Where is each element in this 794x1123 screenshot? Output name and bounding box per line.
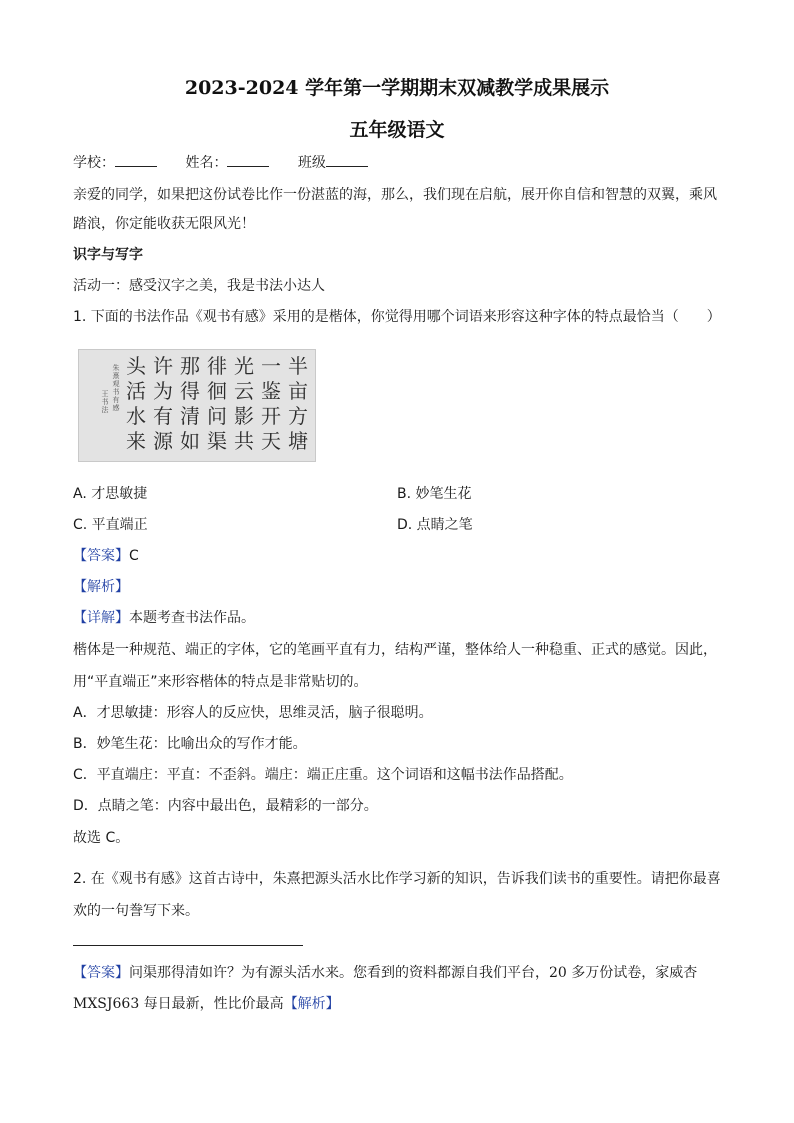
student-info-line — [73, 152, 368, 173]
question-1-stem: 1. 下面的书法作品《观书有感》采用的是楷体，你觉得用哪个词语来形容这种字体的特点最恰当（ ） — [73, 309, 721, 325]
calligraphy-character: 徘 — [207, 354, 227, 378]
explanation-b: B．妙笔生花：比喻出众的写作才能。 — [73, 736, 307, 752]
calligraphy-signature — [101, 390, 109, 414]
option-b: B. 妙笔生花 — [397, 486, 472, 502]
activity-heading: 活动一：感受汉字之美，我是书法小达人 — [73, 278, 325, 294]
analysis-paragraph-1: 楷体是一种规范、端正的字体，它的笔画平直有力，结构严谨，整体给人一种稳重、正式的感觉。因此， — [73, 642, 717, 658]
calligraphy-character: 来 — [126, 429, 146, 453]
calligraphy-character: 天 — [261, 429, 281, 453]
calligraphy-character: 方 — [288, 404, 308, 428]
answer-writing-line[interactable] — [73, 945, 303, 946]
calligraphy-column — [125, 354, 147, 454]
school-field[interactable] — [115, 152, 157, 167]
answer-value: C — [129, 548, 139, 564]
document-title: 2023-2024 学年第一学期期末双减教学成果展示 — [184, 77, 610, 99]
inscription-character: 熹 — [112, 372, 120, 380]
calligraphy-column — [206, 354, 228, 454]
answer-text-continued: MXSJ663 每日最新，性比价最高 — [73, 996, 284, 1012]
analysis-mark: 【解析】 — [283, 996, 340, 1012]
calligraphy-character: 影 — [234, 404, 254, 428]
question-2-stem-2: 欢的一句誊写下来。 — [73, 903, 199, 919]
inscription-character: 王 — [101, 390, 109, 398]
calligraphy-character: 如 — [180, 429, 200, 453]
inscription-character: 书 — [101, 398, 109, 406]
intro-line-1: 亲爱的同学，如果把这份试卷比作一份湛蓝的海，那么，我们现在启航，展开你自信和智慧的双翼，乘风 — [73, 187, 717, 203]
explanation-a: A．才思敏捷：形容人的反应快，思维灵活，脑子很聪明。 — [73, 705, 433, 721]
question-2-answer-2 — [73, 994, 340, 1014]
calligraphy-character: 活 — [126, 379, 146, 403]
answer-line — [73, 546, 139, 566]
inscription-character: 感 — [112, 404, 120, 412]
name-field[interactable] — [227, 152, 269, 167]
calligraphy-character: 光 — [234, 354, 254, 378]
calligraphy-character: 问 — [207, 404, 227, 428]
inscription-character: 有 — [112, 396, 120, 404]
intro-line-2: 踏浪，你定能收获无限风光！ — [73, 216, 255, 232]
document-subtitle: 五年级语文 — [349, 119, 445, 141]
calligraphy-character: 云 — [234, 379, 254, 403]
conclusion: 故选 C。 — [73, 830, 130, 846]
answer-mark: 【答案】 — [73, 965, 129, 981]
calligraphy-column — [179, 354, 201, 454]
answer-text: 问渠那得清如许？为有源头活水来。您看到的资料都源自我们平台，20 多万份试卷，家威杏 — [129, 965, 698, 981]
calligraphy-character: 源 — [153, 429, 173, 453]
detail-text: 本题考查书法作品。 — [129, 610, 255, 626]
calligraphy-character: 水 — [126, 404, 146, 428]
calligraphy-character: 鉴 — [261, 379, 281, 403]
calligraphy-column — [233, 354, 255, 454]
explanation-c: C．平直端庄：平直：不歪斜。端庄：端正庄重。这个词语和这幅书法作品搭配。 — [73, 767, 573, 783]
calligraphy-character: 清 — [180, 404, 200, 428]
calligraphy-character: 塘 — [288, 429, 308, 453]
calligraphy-character: 为 — [153, 379, 173, 403]
analysis-paragraph-2: 用“平直端正”来形容楷体的特点是非常贴切的。 — [73, 674, 368, 690]
calligraphy-character: 得 — [180, 379, 200, 403]
calligraphy-character: 渠 — [207, 429, 227, 453]
inscription-character: 朱 — [112, 364, 120, 372]
inscription-character: 观 — [112, 380, 120, 388]
analysis-mark: 【解析】 — [73, 579, 129, 595]
calligraphy-character: 头 — [126, 354, 146, 378]
calligraphy-column — [152, 354, 174, 454]
answer-mark: 【答案】 — [73, 548, 129, 564]
calligraphy-character: 徊 — [207, 379, 227, 403]
explanation-d: D．点睛之笔：内容中最出色，最精彩的一部分。 — [73, 798, 378, 814]
calligraphy-image — [78, 349, 316, 462]
option-a: A. 才思敏捷 — [73, 486, 148, 502]
name-label: 姓名： — [185, 155, 228, 171]
calligraphy-character: 有 — [153, 404, 173, 428]
inscription-character: 法 — [101, 406, 109, 414]
detail-line — [73, 608, 255, 628]
calligraphy-character: 半 — [288, 354, 308, 378]
class-field[interactable] — [326, 152, 368, 167]
calligraphy-column — [287, 354, 309, 454]
option-c: C. 平直端正 — [73, 517, 148, 533]
inscription-character: 书 — [112, 388, 120, 396]
calligraphy-character: 开 — [261, 404, 281, 428]
option-d: D. 点睛之笔 — [397, 517, 473, 533]
calligraphy-inscription — [112, 364, 120, 412]
school-label: 学校： — [73, 155, 115, 171]
calligraphy-character: 共 — [234, 429, 254, 453]
question-2-answer-1 — [73, 963, 697, 983]
calligraphy-character: 那 — [180, 354, 200, 378]
calligraphy-character: 一 — [261, 354, 281, 378]
detail-mark: 【详解】 — [73, 610, 129, 626]
question-2-stem-1: 2. 在《观书有感》这首古诗中，朱熹把源头活水比作学习新的知识，告诉我们读书的重要性。请把你最喜 — [73, 871, 721, 887]
calligraphy-character: 许 — [153, 354, 173, 378]
calligraphy-character: 亩 — [288, 379, 308, 403]
section-heading: 识字与写字 — [73, 247, 143, 263]
class-label: 班级 — [297, 155, 326, 171]
calligraphy-column — [260, 354, 282, 454]
